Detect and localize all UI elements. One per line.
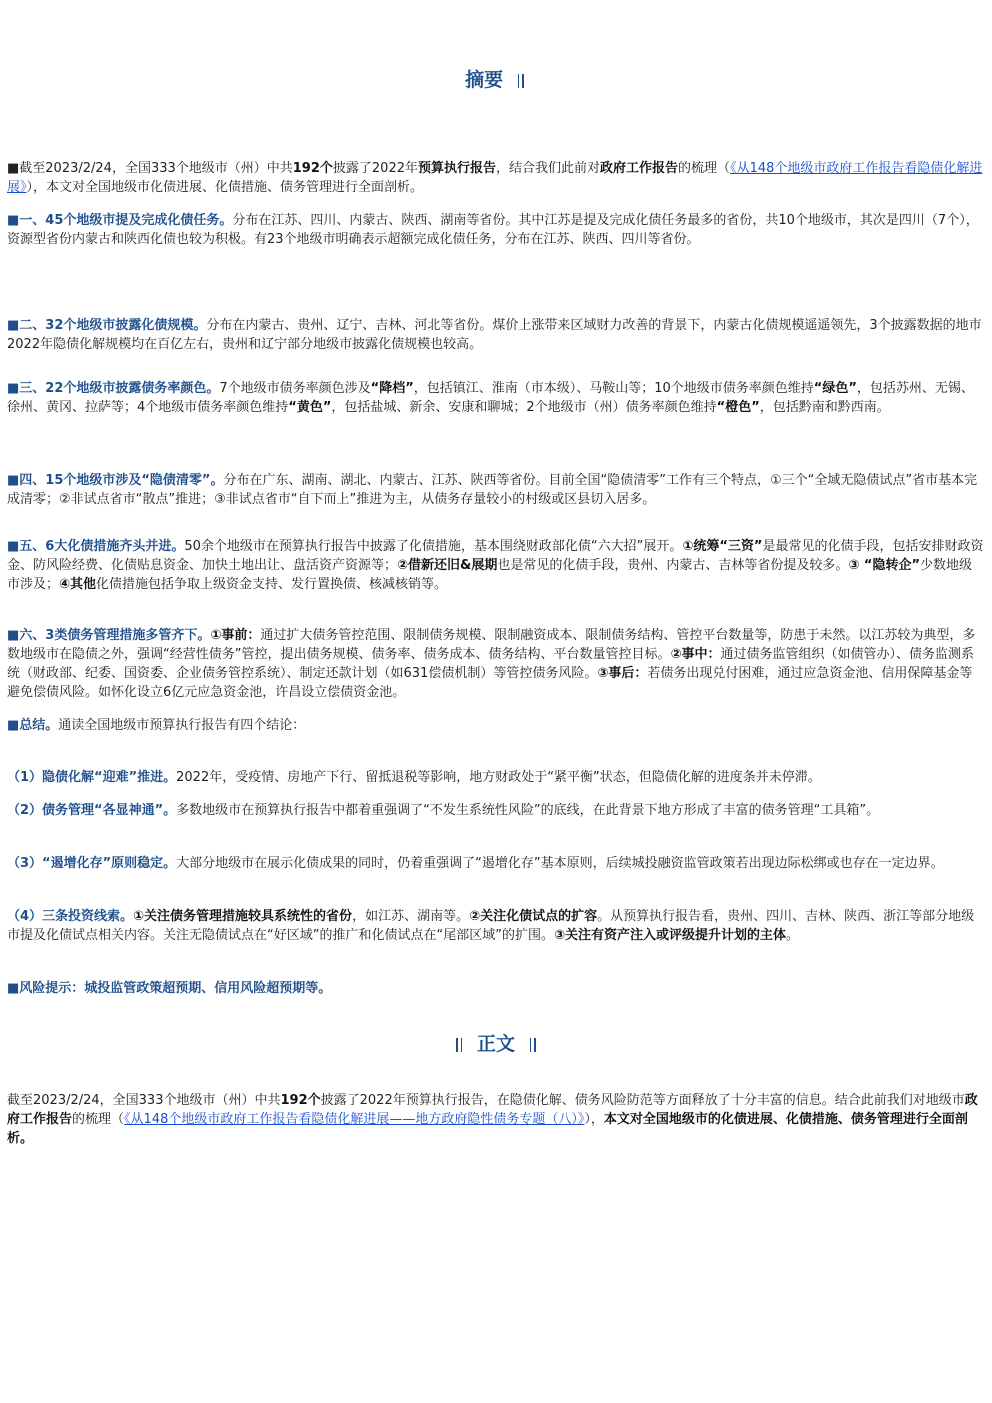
heading-bar-decoration bbox=[522, 74, 524, 88]
point-heading: ■一、45个地级市提及完成化债任务。 bbox=[7, 213, 233, 228]
text: 也是常见的化债手段，贵州、内蒙古、吉林等省份提及较多。 bbox=[497, 558, 849, 573]
text: 。从预算执行报告看，贵州、四川、吉林、陕西、浙江等部分地级市提及化债试点相关内容。关注无隐债试点在“好区域”的推广和化债试点在“尾部区域”的扩围。 bbox=[7, 909, 975, 943]
point-heading: ■二、32个地级市披露化债规模。 bbox=[7, 318, 207, 333]
main-heading bbox=[0, 1032, 992, 1056]
text: 通读全国地级市预算执行报告有四个结论： bbox=[58, 718, 306, 733]
text: 大部分地级市在展示化债成果的同时，仍着重强调了“遏增化存”基本原则，后续城投融资监管政策若出现边际松绑或也存在一定边界。 bbox=[176, 856, 944, 871]
text: ，包括黔南和黔西南。 bbox=[759, 400, 890, 415]
heading-bar-decoration bbox=[534, 1038, 536, 1052]
report-link[interactable]: 《从148个地级市政府工作报告看隐债化解进展》 bbox=[7, 161, 983, 195]
summary-point-3 bbox=[7, 379, 985, 417]
summary-point-4 bbox=[7, 471, 985, 509]
text: 分布在内蒙古、贵州、辽宁、吉林、河北等省份。煤价上涨带来区域财力改善的背景下，内蒙古化债规模遥遥领先，3个披露数据的地市2022年隐债化解规模均在百亿左右，贵州和辽宁部分地级市披露化债规模也较高。 bbox=[7, 318, 982, 352]
text: ，包括盐城、新余、安康和聊城；2个地级市（州）债务率颜色维持 bbox=[331, 400, 717, 415]
emphasis: 192个 bbox=[292, 161, 333, 176]
body-paragraph bbox=[7, 1091, 985, 1148]
emphasis: ③事后： bbox=[597, 666, 648, 681]
point-heading: ■总结。 bbox=[7, 718, 59, 733]
emphasis: ①统筹“三资” bbox=[682, 539, 763, 554]
text: ，结合我们此前对 bbox=[496, 161, 601, 176]
emphasis: ③ “隐转企” bbox=[848, 558, 921, 573]
text: ），本文对全国地级市化债进展、化债措施、债务管理进行全面剖析。 bbox=[26, 180, 424, 195]
risk-text: ■风险提示：城投监管政策超预期、信用风险超预期等。 bbox=[7, 981, 332, 996]
text: 若债务出现兑付困难，通过应急资金池、信用保障基金等避免偿债风险。如怀化设立6亿元应急资金池，许昌设立偿债资金池。 bbox=[7, 666, 973, 700]
emphasis: ①关注债务管理措施较具系统性的省份 bbox=[133, 909, 353, 924]
emphasis: “降档” bbox=[370, 381, 414, 396]
summary-point-6 bbox=[7, 626, 985, 702]
risk-warning bbox=[7, 979, 985, 998]
emphasis: 192个 bbox=[280, 1093, 321, 1108]
main-title: 正文 bbox=[476, 1033, 515, 1055]
text: ■截至2023/2/24，全国333个地级市（州）中共 bbox=[7, 161, 293, 176]
point-heading: ■四、15个地级市涉及“隐债清零”。 bbox=[7, 473, 224, 488]
text: ，如江苏、湖南等。 bbox=[352, 909, 470, 924]
text: 化债措施包括争取上级资金支持、发行置换债、核减核销等。 bbox=[96, 577, 448, 592]
point-heading: ■三、22个地级市披露债务率颜色。 bbox=[7, 381, 220, 396]
emphasis: ②事中： bbox=[670, 647, 721, 662]
text: 50余个地级市在预算执行报告中披露了化债措施，基本围绕财政部化债“六大招”展开。 bbox=[184, 539, 683, 554]
summary-heading bbox=[0, 68, 992, 92]
text: ，包括镇江、淮南（市本级）、马鞍山等；10个地级市债务率颜色维持 bbox=[413, 381, 814, 396]
emphasis: ③关注有资产注入或评级提升计划的主体 bbox=[553, 928, 786, 943]
summary-title: 摘要 bbox=[465, 69, 504, 91]
heading-bar-decoration bbox=[530, 1038, 531, 1052]
text: ）， bbox=[584, 1112, 604, 1127]
summary-point-2 bbox=[7, 316, 985, 354]
emphasis: ②关注化债试点的扩容 bbox=[469, 909, 598, 924]
heading-bar-decoration bbox=[461, 1038, 462, 1052]
summary-point-1 bbox=[7, 211, 985, 249]
emphasis: 本文对全国地级市的化债进展、化债措施、债务管理进行全面剖析。 bbox=[7, 1112, 968, 1146]
conclusion-3 bbox=[7, 854, 985, 873]
report-link[interactable]: 《从148个地级市政府工作报告看隐债化解进展——地方政府隐性债务专题（八）》 bbox=[124, 1112, 585, 1127]
text: 分布在江苏、四川、内蒙古、陕西、湖南等省份。其中江苏是提及完成化债任务最多的省份，共10个地级市，其次是四川（7个），资源型省份内蒙古和陕西化债也较为积极。有23个地级市明确表示超额完成化债任务，分布在江苏、陕西、四川等省份。 bbox=[7, 213, 979, 247]
heading-bar-decoration bbox=[456, 1038, 458, 1052]
conclusion-4 bbox=[7, 907, 985, 945]
text: 披露了2022年预算执行报告，在隐债化解、债务风险防范等方面释放了十分丰富的信息。结合此前我们对地级市 bbox=[320, 1093, 965, 1108]
emphasis: “黄色” bbox=[288, 400, 332, 415]
summary-intro-paragraph bbox=[7, 159, 985, 197]
emphasis: 预算执行报告 bbox=[418, 161, 497, 176]
emphasis: “橙色” bbox=[716, 400, 760, 415]
text: 通过债务监管组织（如债管办）、债务监测系统（财政部、纪委、国资委、企业债务管控系统）、制定还款计划（如631偿债机制）等管控债务风险。 bbox=[7, 647, 975, 681]
text: 分布在广东、湖南、湖北、内蒙古、江苏、陕西等省份。目前全国“隐债清零”工作有三个特点，①三个“全域无隐债试点”省市基本完成清零；②非试点省市“散点”推进；③非试点省市“自下而上”推进为主，从债务存量较小的村级或区县切入居多。 bbox=[7, 473, 978, 507]
heading-bar-decoration bbox=[518, 74, 519, 88]
point-heading: ■六、3类债务管理措施多管齐下。 bbox=[7, 628, 211, 643]
text: 。 bbox=[785, 928, 799, 943]
conclusion-heading: （3）“遏增化存”原则稳定。 bbox=[7, 856, 177, 871]
conclusion-1 bbox=[7, 768, 985, 787]
text: 截至2023/2/24，全国333个地级市（州）中共 bbox=[7, 1093, 281, 1108]
emphasis: 政府工作报告 bbox=[600, 161, 679, 176]
text: 多数地级市在预算执行报告中都着重强调了“不发生系统性风险”的底线，在此背景下地方形成了丰富的债务管理“工具箱”。 bbox=[176, 803, 880, 818]
summary-conclusion bbox=[7, 716, 985, 735]
text: ，包括苏州、无锡、徐州、黄冈、拉萨等；4个地级市债务率颜色维持 bbox=[7, 381, 974, 415]
conclusion-2 bbox=[7, 801, 985, 820]
emphasis: “绿色” bbox=[813, 381, 857, 396]
text: 通过扩大债务管控范围、限制债务规模、限制融资成本、限制债务结构、管控平台数量等，防患于未然。以江苏较为典型，多数地级市在隐债之外，强调“经营性债务”管控，提出债务规模、债务率、债务成本、债务结构、平台数量管控目标。 bbox=[7, 628, 976, 662]
text: 的梳理（ bbox=[72, 1112, 125, 1127]
emphasis: 政府工作报告 bbox=[7, 1093, 978, 1127]
text: 的梳理（ bbox=[678, 161, 731, 176]
emphasis: ①事前： bbox=[210, 628, 261, 643]
text: 是最常见的化债手段，包括安排财政资金、防风险经费、化债贴息资金、加快土地出让、盘活资产资源等； bbox=[7, 539, 984, 573]
conclusion-heading: （4）三条投资线索。 bbox=[7, 909, 134, 924]
text: 披露了2022年 bbox=[332, 161, 418, 176]
summary-point-5 bbox=[7, 537, 985, 594]
emphasis: ④其他 bbox=[59, 577, 97, 592]
conclusion-heading: （2）债务管理“各显神通”。 bbox=[7, 803, 177, 818]
text: 2022年，受疫情、房地产下行、留抵退税等影响，地方财政处于“紧平衡”状态，但隐债化解的进度条并未停滞。 bbox=[176, 770, 821, 785]
point-heading: ■五、6大化债措施齐头并进。 bbox=[7, 539, 185, 554]
text: 少数地级市涉及； bbox=[7, 558, 973, 592]
text: 7个地级市债务率颜色涉及 bbox=[219, 381, 371, 396]
emphasis: ②借新还旧&展期 bbox=[397, 558, 498, 573]
conclusion-heading: （1）隐债化解“迎难”推进。 bbox=[7, 770, 177, 785]
